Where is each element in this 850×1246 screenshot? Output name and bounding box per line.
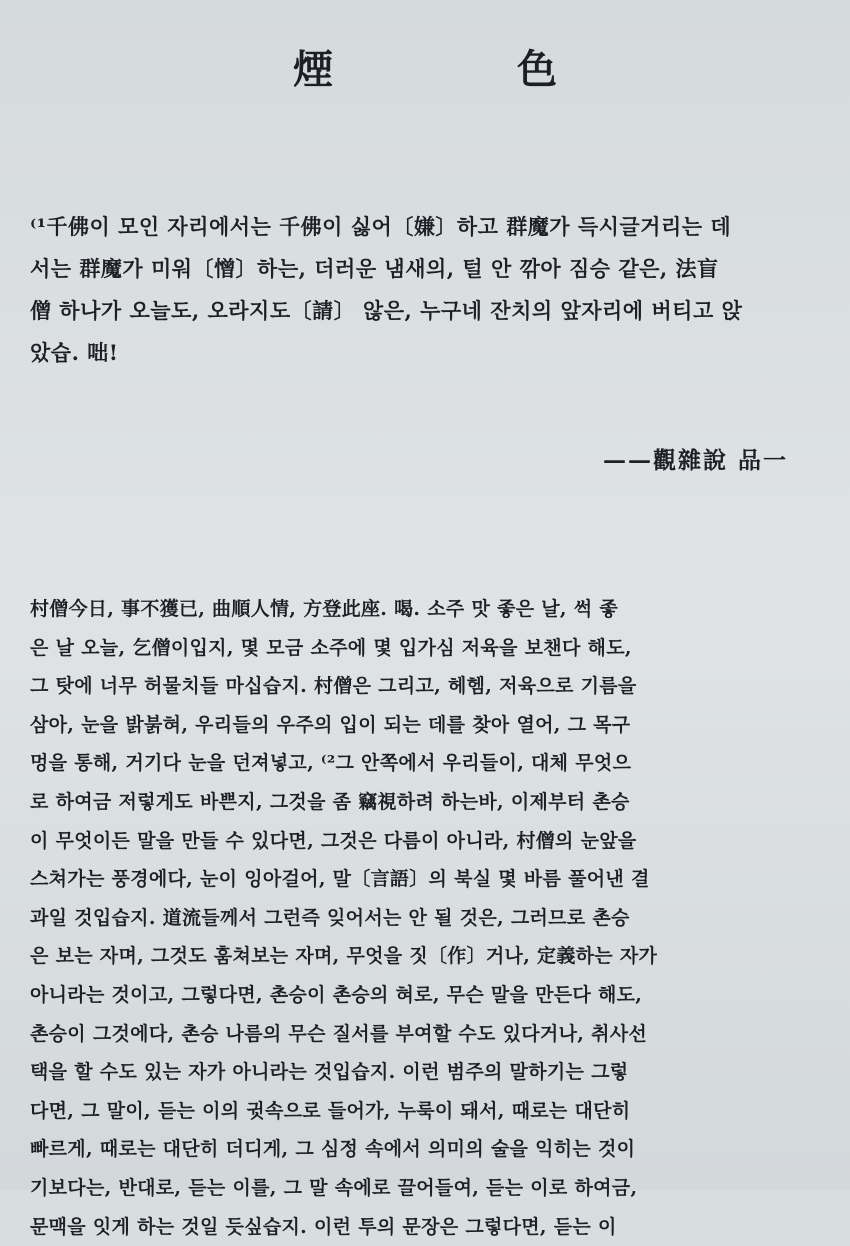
body-line: 村僧今日, 事不獲已, 曲順人情, 方登此座. 喝. 소주 맛 좋은 날, 썩 좋 [30,590,842,629]
body-line: 그 탓에 너무 허물치들 마십습지. 村僧은 그리고, 헤헴, 저육으로 기름을 [30,667,842,706]
epigraph-line: ⁽¹千佛이 모인 자리에서는 千佛이 싫어〔嫌〕하고 群魔가 득시글거리는 데 [30,206,842,248]
body-line: 이 무엇이든 말을 만들 수 있다면, 그것은 다름이 아니라, 村僧의 눈앞을 [30,822,842,861]
body-line: 문맥을 잇게 하는 것일 듯싶습지. 이런 투의 문장은 그렇다면, 듣는 이 [30,1208,842,1246]
epigraph-attribution: ——觀雜說 品一 [603,442,788,475]
body-line: 은 날 오늘, 乞僧이입지, 몇 모금 소주에 몇 입가심 저육을 보챈다 해도, [30,629,842,668]
page-title: 煙 色 [0,38,850,95]
body-paragraph [30,590,842,1246]
epigraph-line: 았습. 咄! [30,332,842,374]
body-line: 스쳐가는 풍경에다, 눈이 잉아걸어, 말〔言語〕의 북실 몇 바름 풀어낸 결 [30,860,842,899]
body-line: 멍을 통해, 거기다 눈을 던져넣고, ⁽²그 안쪽에서 우리들이, 대체 무엇으 [30,744,842,783]
body-line: 삼아, 눈을 밝붉혀, 우리들의 우주의 입이 되는 데를 찾아 열어, 그 목구 [30,706,842,745]
body-line: 기보다는, 반대로, 듣는 이를, 그 말 속에로 끌어들여, 듣는 이로 하여금, [30,1169,842,1208]
body-line: 다면, 그 말이, 듣는 이의 귓속으로 들어가, 누룩이 돼서, 때로는 대단히 [30,1092,842,1131]
epigraph [30,206,842,374]
body-line: 촌승이 그것에다, 촌승 나름의 무슨 질서를 부여할 수도 있다거나, 취사선 [30,1015,842,1054]
body-line: 빠르게, 때로는 대단히 더디게, 그 심정 속에서 의미의 술을 익히는 것이 [30,1130,842,1169]
body-line: 과일 것입습지. 道流들께서 그런즉 잊어서는 안 될 것은, 그러므로 촌승 [30,899,842,938]
epigraph-line: 서는 群魔가 미워〔憎〕하는, 더러운 냄새의, 털 안 깎아 짐승 같은, 法盲 [30,248,842,290]
epigraph-line: 僧 하나가 오늘도, 오라지도〔請〕 않은, 누구네 잔치의 앞자리에 버티고 앉 [30,290,842,332]
body-line: 택을 할 수도 있는 자가 아니라는 것입습지. 이런 범주의 말하기는 그렇 [30,1053,842,1092]
body-line: 은 보는 자며, 그것도 훔쳐보는 자며, 무엇을 짓〔作〕거나, 定義하는 자가 [30,937,842,976]
body-line: 아니라는 것이고, 그렇다면, 촌승이 촌승의 혀로, 무슨 말을 만든다 해도, [30,976,842,1015]
body-line: 로 하여금 저렇게도 바쁜지, 그것을 좀 竊視하려 하는바, 이제부터 촌승 [30,783,842,822]
